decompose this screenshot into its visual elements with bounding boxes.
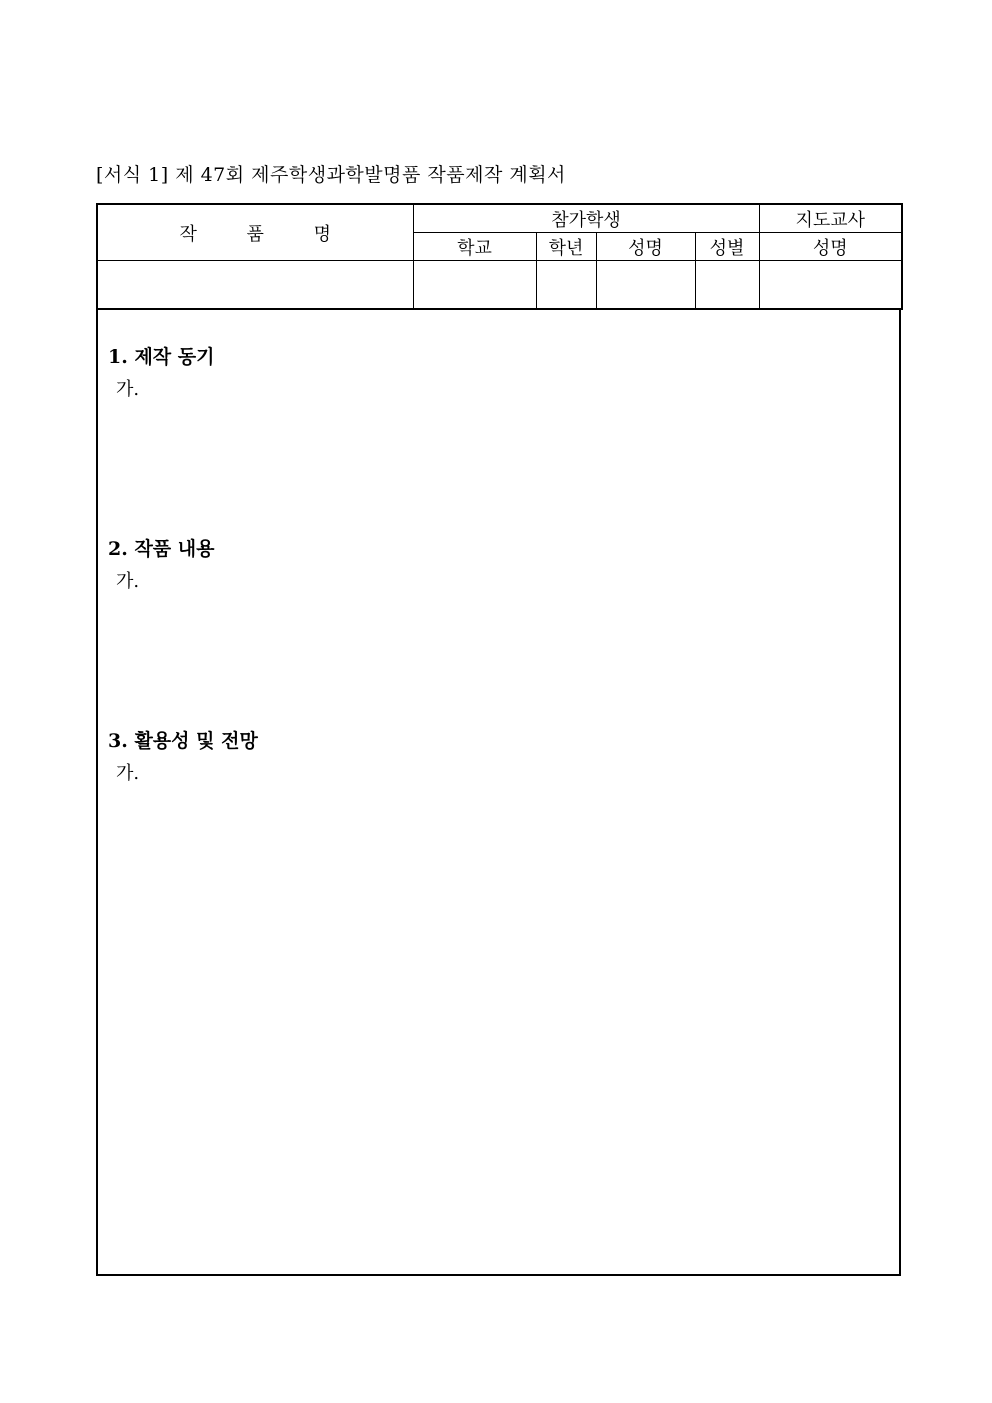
student-name-cell[interactable]	[596, 261, 695, 310]
advisor-name-column-header: 성명	[759, 233, 902, 261]
grade-cell[interactable]	[536, 261, 596, 310]
section-item-applicability: 가.	[116, 763, 140, 784]
section-heading-content: 2. 작품 내용	[108, 538, 215, 560]
gender-cell[interactable]	[695, 261, 759, 310]
advisor-name-cell[interactable]	[759, 261, 902, 310]
section-heading-applicability: 3. 활용성 및 전망	[108, 730, 258, 752]
work-name-label: 작 품 명	[97, 204, 413, 261]
plan-body[interactable]	[96, 310, 901, 1276]
advisor-label: 지도교사	[759, 204, 902, 233]
grade-column-header: 학년	[536, 233, 596, 261]
header-table	[96, 203, 903, 310]
document-title: [서식 1] 제 47회 제주학생과학발명품 작품제작 계획서	[96, 164, 566, 186]
section-item-content: 가.	[116, 571, 140, 592]
section-heading-motivation: 1. 제작 동기	[108, 346, 215, 368]
work-name-cell[interactable]	[97, 261, 413, 310]
section-item-motivation: 가.	[116, 379, 140, 400]
gender-column-header: 성별	[695, 233, 759, 261]
participants-label: 참가학생	[413, 204, 759, 233]
school-cell[interactable]	[413, 261, 536, 310]
school-column-header: 학교	[413, 233, 536, 261]
student-name-column-header: 성명	[596, 233, 695, 261]
